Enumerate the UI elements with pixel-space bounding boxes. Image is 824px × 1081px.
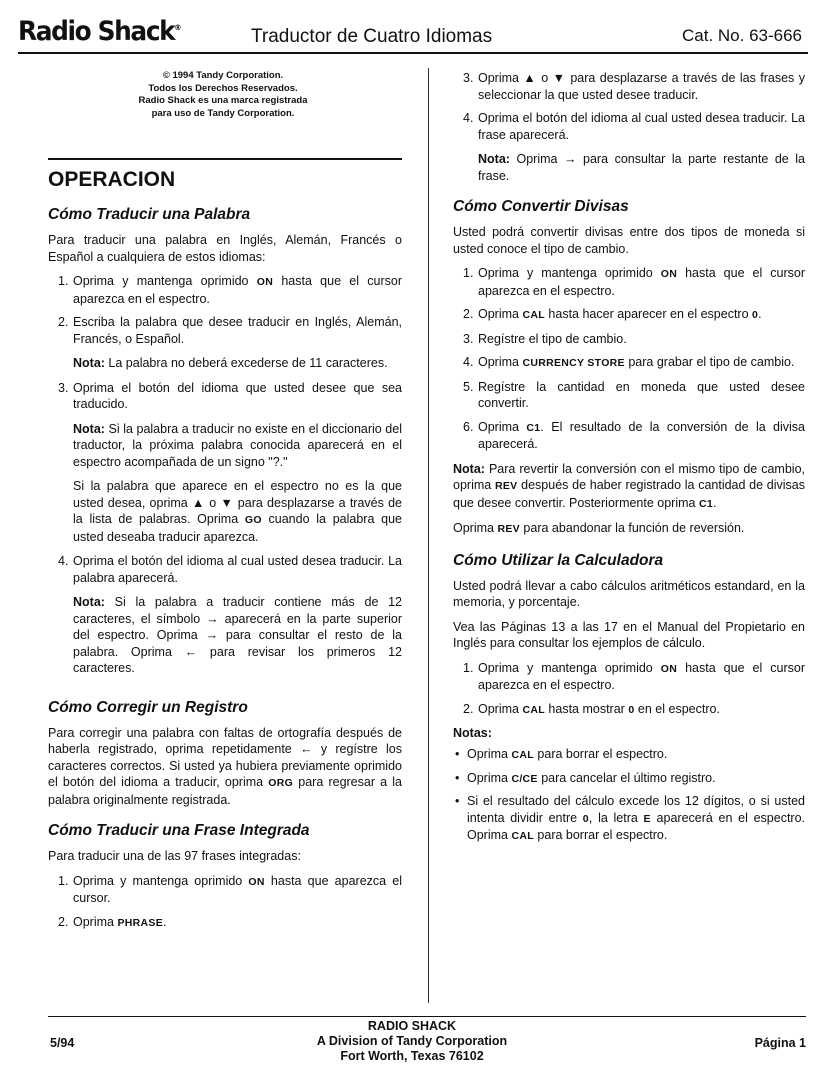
footer-address: RADIO SHACK A Division of Tandy Corporation Fort Worth, Texas 76102 [316, 1019, 508, 1063]
heading-translate-phrase: Cómo Traducir una Frase Integrada [48, 822, 310, 839]
copyright-notice: © 1994 Tandy Corporation. Todos los Derechos Reservados. Radio Shack es una marca registrada para uso de Tandy Corporation. [138, 70, 308, 119]
section-title: OPERACION [48, 168, 176, 191]
steps-list [48, 873, 402, 932]
body-paragraph: Para corregir una palabra con faltas de ortografía después de haberla registrado, oprima repetidamente ← y regístre los caracteres correctos. Si usted ya hubiera previamente oprimido el botón del idioma a traducir, oprima ORG para regresar a la palabra originalmente registrada. [48, 725, 403, 807]
heading-calculator: Cómo Utilizar la Calculadora [453, 551, 664, 569]
body-paragraph: Oprima REV para abandonar la función de reversión. [453, 521, 745, 535]
step-item: 4. Oprima el botón del idioma al cual usted desea traducir. La palabra aparecerá. [58, 554, 402, 585]
step-item: 1. Oprima y mantenga oprimido ON hasta que aparezca el cursor. [58, 873, 402, 905]
step-item: 1. Oprima y mantenga oprimido ON hasta que el cursor aparezca en el espectro. [58, 274, 402, 306]
footer-date: 5/94 [50, 1036, 75, 1050]
page-number: Página 1 [754, 1036, 806, 1050]
bullet-item: • Si el resultado del cálculo excede los 12 dígitos, o si usted intenta dividir entre 0, la letra E aparecerá en el espectro. Oprima CAL para borrar el espectro. [453, 793, 805, 845]
notes-list [453, 746, 805, 845]
steps-list [48, 553, 402, 586]
intro-text: Usted podrá llevar a cabo cálculos aritméticos estandard, en la memoria, y porcentaje. [453, 578, 805, 609]
steps-list [453, 70, 805, 143]
header-rule [18, 52, 808, 54]
column-divider [428, 68, 429, 1003]
step-item: 3. Oprima el botón del idioma que usted desee que sea traducido. [58, 380, 402, 411]
steps-list [453, 265, 805, 453]
page-header [18, 14, 808, 54]
notes-label: Notas: [453, 726, 492, 740]
step-item: 2. Escriba la palabra que desee traducir en Inglés, Alemán, Francés, o Español. [58, 315, 402, 346]
footer-rule [48, 1016, 806, 1017]
step-item: 5. Regístre la cantidad en moneda que usted desee convertir. [463, 379, 805, 410]
left-column [48, 70, 402, 939]
step-item: 2. Oprima CAL hasta mostrar 0 en el espectro. [463, 701, 720, 716]
steps-list [48, 273, 402, 347]
note-paragraph: Nota: Para revertir la conversión con el mismo tipo de cambio, oprima REV después de haber registrado la cantidad de divisas que desee convertir. Posteriormente oprima C1. [453, 461, 805, 510]
radio-shack-logo: Radio Shack® [18, 16, 182, 47]
step-item: 1. Oprima y mantenga oprimido ON hasta que el cursor aparezca en el espectro. [463, 660, 805, 692]
step-item: 6. Oprima C1. El resultado de la conversión de la divisa aparecerá. [463, 419, 806, 451]
section-rule [48, 158, 402, 160]
intro-text: Usted podrá convertir divisas entre dos tipos de moneda si usted conoce el tipo de cambio. [453, 225, 805, 256]
step-item: 4. Oprima el botón del idioma al cual usted desea traducir. La frase aparecerá. [463, 111, 805, 142]
heading-currency: Cómo Convertir Divisas [453, 198, 629, 215]
step-item: 3. Regístre el tipo de cambio. [463, 331, 627, 346]
intro-text: Para traducir una de las 97 frases integradas: [48, 849, 301, 863]
step-item: 3. Oprima ▲ o ▼ para desplazarse a través de las frases y seleccionar la que usted desee traducir. [463, 71, 805, 102]
note-paragraph: Si la palabra que aparece en el espectro no es la que usted desea, oprima ▲ o ▼ para desplazarse a través de la lista de palabras. Oprima GO cuando la palabra que usted deseaba traducir aparezca. [73, 479, 402, 544]
note: Nota: Oprima → para consultar la parte restante de la frase. [478, 152, 805, 183]
bullet-item: • Oprima CAL para borrar el espectro. [453, 746, 805, 764]
heading-correct-entry: Cómo Corregir un Registro [48, 698, 248, 716]
body-paragraph: Vea las Páginas 13 a las 17 en el Manual del Propietario en Inglés para consultar los ejemplos de cálculo. [453, 619, 805, 650]
steps-list [453, 660, 805, 719]
note: Nota: Si la palabra a traducir contiene más de 12 caracteres, el símbolo → aparecerá en la parte superior del espectro. Oprima → para consultar el resto de la palabra. Oprima ← para revisar los primeros 12 caracteres. [73, 595, 402, 675]
step-item: 2. Oprima PHRASE. [58, 914, 167, 929]
note: Nota: Si la palabra a traducir no existe en el diccionario del traductor, la próxima palabra conocida aparecerá en el espectro acompañada de un signo "?." [73, 421, 402, 469]
step-item: 1. Oprima y mantenga oprimido ON hasta que el cursor aparezca en el espectro. [463, 266, 805, 298]
bullet-item: • Oprima C/CE para cancelar el último registro. [453, 770, 805, 788]
step-item: 2. Oprima CAL hasta hacer aparecer en el espectro 0. [463, 307, 762, 321]
right-column [453, 70, 805, 851]
note: Nota: La palabra no deberá excederse de 11 caracteres. [73, 356, 388, 370]
step-item: 4. Oprima CURRENCY STORE para grabar el tipo de cambio. [463, 355, 795, 369]
intro-text: Para traducir una palabra en Inglés, Alemán, Francés o Español a cualquiera de estos idiomas: [48, 233, 402, 264]
steps-list [48, 380, 402, 413]
document-title: Traductor de Cuatro Idiomas [251, 26, 493, 47]
heading-translate-word: Cómo Traducir una Palabra [48, 206, 251, 223]
catalog-number: Cat. No. 63-666 [681, 26, 802, 45]
